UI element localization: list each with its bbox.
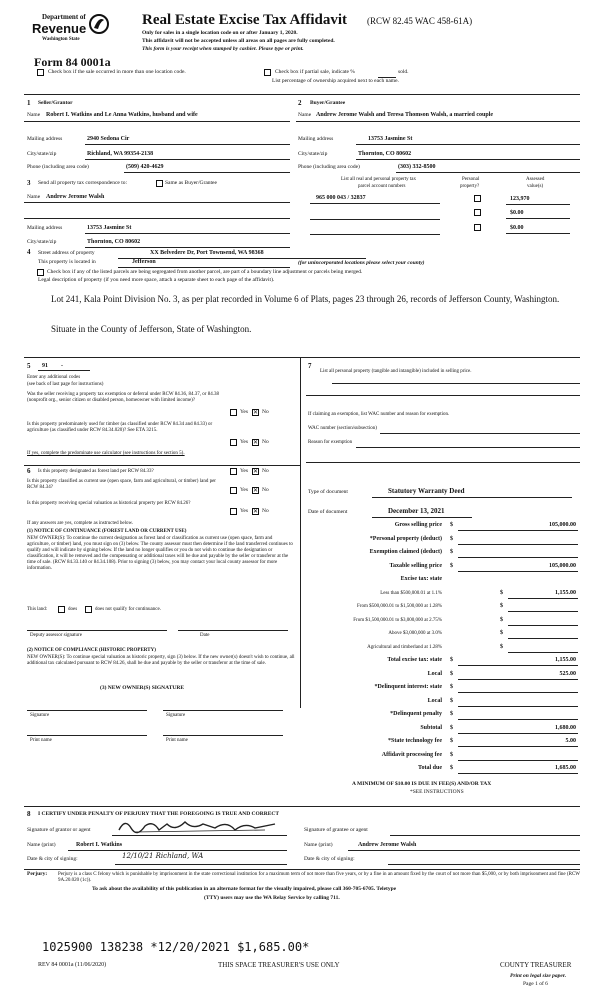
this-land-label: This land:: [27, 607, 48, 612]
section-1-num: 1: [27, 99, 31, 107]
located-county[interactable]: Jefferson: [132, 259, 156, 265]
print-name-label: Print name: [30, 738, 52, 743]
tax-row-field-line[interactable]: [458, 692, 578, 693]
revision-label: REV 84 0001a (11/06/2020): [38, 962, 107, 968]
field-line: [306, 462, 580, 463]
tax-row-currency: $: [500, 643, 503, 650]
tax-row-label: From $500,000.01 to $1,500,000 at 1.28%: [357, 604, 442, 609]
calculator-note: If yes, complete the predominate use calculator (see instructions for section 5).: [27, 451, 185, 456]
no-label: No: [262, 468, 269, 474]
current-use-question: Is this property classified as current use (open space, farm and agricultural, or timber) land per RCW 84.34?: [27, 479, 216, 490]
situate-text[interactable]: Situate in the County of Jefferson, State of Washington.: [51, 324, 252, 334]
field-line: [296, 121, 580, 122]
field-line: [506, 218, 570, 219]
correspondence-label: Send all property tax correspondence to:: [38, 180, 128, 186]
parcel-header-2: parcel account numbers: [358, 184, 406, 189]
field-line: [85, 233, 290, 234]
tax-row-currency: $: [450, 738, 453, 744]
tax-row-field-line[interactable]: [458, 679, 578, 680]
certify-statement: I CERTIFY UNDER PENALTY OF PERJURY THAT THE FOREGOING IS TRUE AND CORRECT: [38, 811, 280, 817]
historic-question: Is this property receiving special valuation as historical property per RCW 84.26?: [27, 501, 191, 506]
section-7-num: 7: [308, 362, 312, 370]
multi-location-label: Check box if the sale occurred in more than one location code.: [48, 69, 186, 75]
tax-row-field-line[interactable]: [458, 665, 578, 666]
tax-row-label: Total due: [418, 765, 442, 771]
tax-row-value[interactable]: 1,680.00: [555, 724, 576, 731]
tax-row-value[interactable]: 525.00: [559, 670, 576, 677]
tax-row-label: Agricultural and timberland at 1.28%: [367, 644, 442, 650]
timber-no-checkbox-checked[interactable]: ✕: [253, 439, 259, 446]
grantor-date-city-label: Date & city of signing:: [27, 856, 78, 862]
tax-row-field-line[interactable]: [508, 638, 578, 639]
exemption-no-checkbox-checked[interactable]: ✕: [253, 409, 259, 416]
segregated-checkbox[interactable]: [37, 269, 44, 276]
grantee-date-city-label: Date & city of signing:: [304, 856, 355, 862]
assessed-value[interactable]: $0.00: [510, 225, 524, 231]
grantor-date-city[interactable]: 12/10/21 Richland, WA: [122, 852, 204, 860]
tax-row-label: Local: [427, 670, 442, 677]
tax-row-value[interactable]: 105,000.00: [549, 522, 576, 528]
field-line: [356, 159, 580, 160]
field-line: [306, 395, 580, 396]
header-note-2: This affidavit will not be accepted unless all areas on all pages are fully completed.: [142, 38, 335, 44]
print-name-label: Print name: [166, 738, 188, 743]
tax-row-label: Subtotal: [420, 724, 442, 731]
does-not-label: does not qualify for continuance.: [95, 607, 161, 612]
parcel-header-1: List all real and personal property tax: [341, 177, 416, 182]
field-line: [506, 204, 570, 205]
new-owner-signature-title: (3) NEW OWNER(S) SIGNATURE: [100, 685, 184, 691]
field-line: [348, 850, 580, 851]
seller-mailing[interactable]: 2940 Sedona Cir: [87, 136, 130, 142]
s3-mailing-label: Mailing address: [27, 225, 63, 231]
grantor-name[interactable]: Robert I. Watkins: [76, 842, 123, 848]
s3-name[interactable]: Andrew Jerome Walsh: [46, 194, 105, 200]
grantor-signature-icon[interactable]: [115, 818, 285, 836]
tax-row-value[interactable]: 1,155.00: [555, 589, 576, 596]
field-line: [506, 233, 570, 234]
yes-label: Yes: [240, 487, 249, 493]
parcel-number[interactable]: 965 000 043 / 32837: [316, 195, 366, 201]
does-label: does: [68, 607, 78, 612]
forest-no-checkbox-checked[interactable]: ✕: [253, 468, 259, 475]
tax-row-field-line[interactable]: [458, 773, 578, 774]
buyer-mailing-label: Mailing address: [298, 136, 334, 142]
unincorporated-note: (for unincorporated locations please select your county): [298, 260, 425, 266]
field-line: [310, 234, 440, 235]
street-address[interactable]: XX Belvedere Dr, Port Townsend, WA 98368: [150, 250, 264, 256]
s3-city-label: City/state/zip: [27, 239, 57, 245]
section-5-num: 5: [27, 362, 31, 370]
tax-row-label: Gross selling price: [394, 522, 442, 528]
seller-city-label: City/state/zip: [27, 151, 57, 157]
page-title: Real Estate Excise Tax Affidavit: [142, 12, 347, 28]
forest-yes-checkbox[interactable]: [230, 468, 237, 475]
buyer-name[interactable]: Andrew Jerome Walsh and Teresa Thomson Walsh, a married couple: [316, 112, 494, 118]
tax-row-label: From $1,500,000.01 to $3,000,000 at 2.75%: [353, 617, 442, 623]
field-line: [85, 159, 290, 160]
wac-claim-label: If claiming an exemption, list WAC number and reason for exemption.: [308, 412, 450, 417]
tax-row-currency: $: [450, 535, 453, 542]
county-treasurer-label: COUNTY TREASURER: [500, 961, 572, 969]
grantee-date-line[interactable]: [388, 864, 580, 865]
no-label: No: [262, 439, 269, 445]
section-2-num: 2: [298, 99, 302, 107]
field-line: [372, 497, 572, 498]
yes-label: Yes: [240, 409, 249, 415]
deputy-date-line[interactable]: [178, 630, 288, 631]
personal-property-checkbox[interactable]: [474, 209, 481, 216]
tax-row-field-line[interactable]: [458, 719, 578, 720]
tax-row-currency: $: [450, 670, 453, 677]
print-name-line[interactable]: [27, 735, 147, 736]
timber-question: Is this property predominately used for timber (as classified under RCW 84.34 and 84.33) or agriculture (as classified under RCW 84.34.020)? See ETA 3215.: [27, 422, 213, 433]
field-line: [115, 864, 287, 865]
doc-type[interactable]: Statutory Warranty Deed: [388, 487, 465, 495]
tax-row-currency: $: [450, 765, 453, 771]
seller-heading: Seller/Grantor: [38, 100, 73, 106]
enter-codes-label: Enter any additional codes: [27, 375, 81, 380]
minimum-note: A MINIMUM OF $10.00 IS DUE IN FEE(S) AND/OR TAX: [352, 781, 492, 787]
notice-continuance-title: (1) NOTICE OF CONTINUANCE (FOREST LAND OR CURRENT USE): [27, 529, 187, 534]
forest-question: Is this property designated as forest land per RCW 84.33?: [38, 469, 154, 474]
tax-row-label: *Delinquent interest: state: [374, 684, 442, 690]
assessed-header-1: Assessed: [526, 177, 545, 182]
doc-type-label: Type of document: [308, 489, 348, 495]
grantee-name-label: Name (print): [304, 842, 333, 848]
tax-row-label: *Delinquent penalty: [390, 711, 442, 717]
signature-label: Signature: [166, 713, 186, 718]
no-label: No: [262, 409, 269, 415]
current-use-yes-checkbox[interactable]: [230, 487, 237, 494]
field-line: [396, 172, 580, 173]
partial-sale-checkbox[interactable]: [264, 69, 271, 76]
tax-row-field-line[interactable]: [458, 557, 578, 558]
seller-mailing-label: Mailing address: [27, 136, 63, 142]
buyer-city-label: City/state/zip: [298, 151, 328, 157]
tax-row-currency: $: [450, 549, 453, 555]
grantee-name[interactable]: Andrew Jerome Walsh: [358, 842, 417, 848]
perjury-label: Perjury:: [27, 871, 48, 877]
tax-row-field-line[interactable]: [458, 706, 578, 707]
section-8-num: 8: [27, 810, 31, 818]
no-label: No: [262, 508, 269, 514]
exemption-question: Was the seller receiving a property tax exemption or deferral under RCW 84.36, 84.37, or 84.38 (nonprofit org., senior citizen or disabled person, homeowner with limited income)?: [27, 392, 219, 403]
s3-mailing[interactable]: 13753 Jasmine St: [87, 225, 132, 231]
ada-note-1: To ask about the availability of this publication in an alternate format for the visually impaired, please call 360-705-6705. Teletype: [92, 886, 397, 892]
form-number: Form 84 0001a: [34, 55, 111, 69]
code-dash: -: [61, 363, 63, 369]
column-divider: [300, 358, 301, 708]
personal-property-label: List all personal property (tangible and intangible) included in selling price.: [320, 369, 472, 374]
tax-row-label: Local: [427, 697, 442, 704]
notice-compliance-text: NEW OWNER(S): To continue special valuation as historic property, sign (3) below. If the new owner(s) doesn't wish to continue, all additional tax calculated pursuant to RCW 84.26, shall be due and payable by the seller or transferor at the time of sale.: [27, 655, 295, 666]
signature-label: Signature: [30, 713, 50, 718]
same-as-buyer-checkbox[interactable]: [156, 180, 163, 187]
ownership-note: List percentage of ownership acquired next to each name.: [272, 78, 399, 84]
tax-row-label: Excise tax: state: [400, 576, 442, 582]
field-line: [24, 218, 290, 219]
tax-row-label: Affidavit processing fee: [381, 751, 442, 758]
tax-row-field-line[interactable]: [458, 544, 578, 545]
partial-sold-label: sold.: [398, 69, 409, 75]
tax-row-currency: $: [500, 616, 503, 623]
buyer-heading: Buyer/Grantee: [310, 100, 346, 106]
personal-header-1: Personal: [462, 177, 480, 182]
timber-yes-checkbox[interactable]: [230, 439, 237, 446]
divider: [24, 357, 580, 358]
grantee-signature-line[interactable]: [390, 835, 580, 836]
field-line: [310, 203, 440, 204]
s3-name-label: Name: [27, 194, 41, 200]
segregated-label: Check box if any of the listed parcels are being segregated from another parcel, are part of a boundary line adjustment or parcels being merged.: [47, 269, 363, 275]
seller-phone[interactable]: (509) 420-4629: [126, 164, 164, 170]
doc-date-label: Date of document: [308, 509, 348, 515]
field-line: [310, 219, 440, 220]
divider: [24, 806, 580, 807]
tax-row-currency: $: [500, 589, 503, 596]
divider: [24, 869, 580, 870]
divider: [24, 465, 300, 466]
buyer-mailing[interactable]: 13753 Jasmine St: [368, 136, 413, 142]
dept-revenue: Revenue: [32, 21, 87, 36]
seller-name-label: Name: [27, 112, 41, 118]
location-code[interactable]: 91: [42, 363, 48, 369]
seller-name[interactable]: Robert I. Watkins and Le Anna Watkins, husband and wife: [46, 112, 198, 118]
wac-number-label: WAC number (section/subsection): [308, 426, 377, 431]
wac-number-line[interactable]: [380, 433, 580, 434]
treasurer-receipt-stamp: 1025900 138238 *12/20/2021 $1,685.00*: [42, 940, 310, 954]
located-label: This property is located in: [38, 259, 96, 265]
field-line: [38, 370, 90, 371]
street-label: Street address of property: [38, 250, 95, 256]
tax-row-field-line[interactable]: [458, 746, 578, 747]
tax-row-field-line[interactable]: [508, 625, 578, 626]
grantor-name-label: Name (print): [27, 842, 56, 848]
tax-row-field-line[interactable]: [508, 598, 578, 599]
tax-row-field-line[interactable]: [458, 571, 578, 572]
header-note-3: This form is your receipt when stamped by cashier. Please type or print.: [142, 46, 304, 52]
field-line: [118, 267, 290, 268]
field-line: [24, 202, 290, 203]
section-4-num: 4: [27, 248, 31, 256]
new-owner-signature-line[interactable]: [27, 710, 147, 711]
grantor-signature-line: [112, 835, 287, 836]
does-qualify-checkbox[interactable]: [58, 606, 65, 613]
tax-row-currency: $: [450, 522, 453, 528]
tax-row-currency: $: [450, 684, 453, 690]
notice-continuance-text: NEW OWNER(S): To continue the current designation as forest land or classification as current use (open space, farm and agriculture, or timber) land, you must sign on (3) below. The county assessor must then determine if the land transferred continues to qualify and will indicate by signing below. If the land no longer qualifies or you do not wish to continue the designation or classification, it will be removed and the compensating or additional taxes will be due and payable by the seller or transferor at the time of sale. (RCW 84.33.140 or 84.34.108). Prior to signing (3) below, you may contact your local county assessor for more information.: [27, 536, 293, 571]
dor-logo-icon: [88, 13, 110, 35]
grantee-signature-label: Signature of grantee or agent: [304, 827, 368, 833]
tax-row-currency: $: [450, 697, 453, 704]
tax-row-value[interactable]: 105,000.00: [549, 562, 576, 569]
yes-label: Yes: [240, 439, 249, 445]
yes-label: Yes: [240, 508, 249, 514]
partial-sale-label: Check box if partial sale, indicate %: [275, 69, 355, 75]
tax-row-value[interactable]: 1,155.00: [555, 657, 576, 663]
assessed-value[interactable]: 123,970: [510, 196, 530, 202]
tax-row-label: Above $3,000,000 at 3.0%: [388, 631, 442, 636]
deputy-signature-line[interactable]: [27, 630, 167, 631]
tax-row-label: Total excise tax: state: [387, 657, 442, 663]
deputy-date-label: Date: [200, 633, 210, 638]
if-any-yes: If any answers are yes, complete as instructed below.: [27, 521, 134, 526]
yes-label: Yes: [240, 468, 249, 474]
buyer-city[interactable]: Thornton, CO 80602: [358, 151, 412, 157]
tax-row-currency: $: [450, 751, 453, 758]
tax-row-label: *State technology fee: [388, 738, 442, 744]
tax-row-field-line[interactable]: [458, 733, 578, 734]
reason-label: Reason for exemption: [308, 440, 353, 445]
tax-row-field-line[interactable]: [458, 760, 578, 761]
buyer-phone[interactable]: (303) 332-8500: [398, 164, 436, 170]
section-6-num: 6: [27, 467, 31, 475]
buyer-phone-label: Phone (including area code): [298, 164, 360, 170]
doc-date[interactable]: December 13, 2021: [388, 507, 445, 515]
field-line: [24, 121, 290, 122]
title-ref: (RCW 82.45 WAC 458-61A): [367, 16, 473, 26]
tax-row-field-line[interactable]: [508, 611, 578, 612]
legal-paper-note: Print on legal size paper.: [510, 973, 567, 979]
field-line: [332, 383, 580, 384]
field-line: [372, 517, 472, 518]
exemption-yes-checkbox[interactable]: [230, 409, 237, 416]
assessed-header-2: value(s): [527, 184, 544, 189]
ada-note-2: (TTY) users may use the WA Relay Service by calling 711.: [204, 895, 340, 901]
new-owner-signature-line[interactable]: [163, 710, 283, 711]
tax-row-currency: $: [450, 711, 453, 717]
tax-row-currency: $: [500, 603, 503, 609]
print-name-line[interactable]: [163, 735, 283, 736]
dept-state: Washington State: [42, 37, 80, 42]
tax-row-currency: $: [450, 657, 453, 663]
buyer-name-label: Name: [298, 112, 312, 118]
header-note-1: Only for sales in a single location code on or after January 1, 2020.: [142, 30, 298, 36]
tax-row-label: *Personal property (deduct): [369, 535, 442, 542]
perjury-text: Perjury is a class C felony which is punishable by imprisonment in the state correctional institution for a maximum term of not more than five years, or by a fine in an amount fixed by the court of not more than $5,000, or by both imprisonment and fine (RCW 9A.20.020 (1c)).: [58, 872, 580, 883]
reason-line[interactable]: [356, 447, 580, 448]
deputy-signature-label: Deputy assessor signature: [30, 633, 82, 638]
dept-label: Department of: [42, 13, 86, 21]
tax-row-value[interactable]: 5.00: [565, 738, 576, 744]
personal-property-checkbox[interactable]: [474, 195, 481, 202]
personal-header-2: property?: [460, 184, 480, 189]
see-back-label: (see back of last page for instructions): [27, 382, 104, 387]
personal-property-checkbox[interactable]: [474, 224, 481, 231]
field-line: [356, 144, 580, 145]
legal-description-label: Legal description of property (if you need more space, attach a separate sheet to each page of the affidavit).: [38, 277, 275, 283]
s3-city[interactable]: Thornton, CO 80602: [87, 239, 141, 245]
legal-description[interactable]: Lot 241, Kala Point Division No. 3, as per plat recorded in Volume 6 of Plats, pages 23 through 26, records of Jefferson County, Washington.: [51, 294, 560, 304]
divider: [24, 94, 580, 95]
notice-compliance-title: (2) NOTICE OF COMPLIANCE (HISTORIC PROPERTY): [27, 648, 156, 653]
assessed-value[interactable]: $0.00: [510, 210, 524, 216]
field-line: [85, 247, 290, 248]
treasurer-use-label: THIS SPACE TREASURER'S USE ONLY: [218, 961, 340, 969]
section-3-num: 3: [27, 179, 31, 187]
tax-row-label: Taxable selling price: [389, 562, 442, 569]
seller-city[interactable]: Richland, WA 99354-2138: [87, 151, 154, 157]
same-as-buyer-label: Same as Buyer/Grantee: [165, 180, 217, 186]
tax-row-currency: $: [500, 630, 503, 636]
tax-row-label: Exemption claimed (deduct): [369, 549, 442, 555]
page-number: Page 1 of 6: [523, 981, 548, 987]
no-label: No: [262, 487, 269, 493]
does-not-qualify-checkbox[interactable]: [85, 606, 92, 613]
tax-row-field-line[interactable]: [508, 652, 578, 653]
tax-row-currency: $: [450, 562, 453, 569]
tax-row-value[interactable]: 1,685.00: [555, 765, 576, 771]
grantor-signature-label: Signature of grantor or agent: [27, 827, 91, 833]
field-line: [85, 144, 290, 145]
multi-location-checkbox[interactable]: [37, 69, 44, 76]
tax-row-currency: $: [450, 724, 453, 731]
tax-row-field-line[interactable]: [458, 530, 578, 531]
field-line: [124, 172, 290, 173]
current-use-no-checkbox-checked[interactable]: ✕: [253, 487, 259, 494]
see-instructions: *SEE INSTRUCTIONS: [410, 789, 464, 795]
historic-yes-checkbox[interactable]: [230, 508, 237, 515]
field-line: [68, 850, 287, 851]
historic-no-checkbox-checked[interactable]: ✕: [253, 508, 259, 515]
tax-row-label: Less than $500,000.01 at 1.1%: [380, 590, 442, 596]
seller-phone-label: Phone (including area code): [27, 164, 89, 170]
